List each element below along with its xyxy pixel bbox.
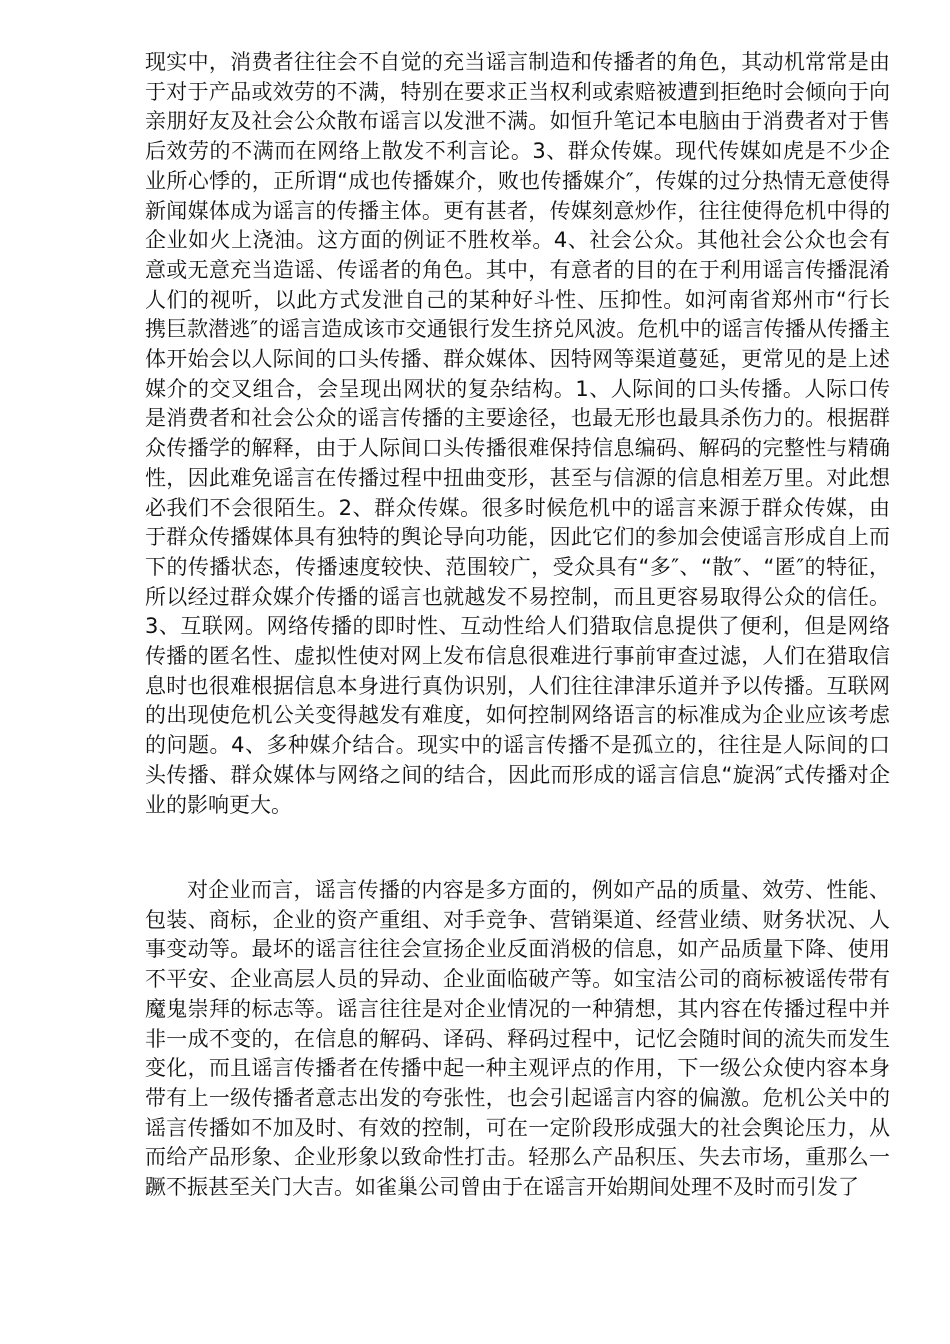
body-paragraph-2: 对企业而言，谣言传播的内容是多方面的，例如产品的质量、效劳、性能、包装、商标，企业的资产重组、对手竞争、营销渠道、经营业绩、财务状况、人事变动等。最坏的谣言往往会宣扬企业反面消极的信息，如产品质量下降、使用不平安、企业高层人员的异动、企业面临破产等。如宝洁公司的商标被谣传带有魔鬼崇拜的标志等。谣言往往是对企业情况的一种猜想，其内容在传播过程中并非一成不变的，在信息的解码、译码、释码过程中，记忆会随时间的流失而发生变化，而且谣言传播者在传播中起一种主观评点的作用，下一级公众使内容本身带有上一级传播者意志出发的夸张性，也会引起谣言内容的偏激。危机公关中的谣言传播如不加及时、有效的控制，可在一定阶段形成强大的社会舆论压力，从而给产品形象、企业形象以致命性打击。轻那么产品积压、失去市场，重那么一蹶不振甚至关门大吉。如雀巢公司曾由于在谣言开始期间处理不及时而引发了 — [145, 878, 890, 1200]
body-paragraph-1: 现实中，消费者往往会不自觉的充当谣言制造和传播者的角色，其动机常常是由于对于产品或效劳的不满，特别在要求正当权利或索赔被遭到拒绝时会倾向于向亲朋好友及社会公众散布谣言以发泄不满。如恒升笔记本电脑由于消费者对于售后效劳的不满而在网络上散发不利言论。3、群众传媒。现代传媒如虎是不少企业所心悸的，正所谓“成也传播媒介，败也传播媒介″，传媒的过分热情无意使得新闻媒体成为谣言的传播主体。更有甚者，传媒刻意炒作，往往使得危机中得的企业如火上浇油。这方面的例证不胜枚举。4、社会公众。其他社会公众也会有意或无意充当造谣、传谣者的角色。其中，有意者的目的在于利用谣言传播混淆人们的视听，以此方式发泄自己的某种好斗性、压抑性。如河南省郑州市“行长携巨款潜逃″的谣言造成该市交通银行发生挤兑风波。危机中的谣言传播从传播主体开始会以人际间的口头传播、群众媒体、因特网等渠道蔓延，更常见的是上述媒介的交叉组合，会呈现出网状的复杂结构。1、人际间的口头传播。人际口传是消费者和社会公众的谣言传播的主要途径，也最无形也最具杀伤力的。根据群众传播学的解释，由于人际间口头传播很难保持信息编码、解码的完整性与精确性，因此难免谣言在传播过程中扭曲变形，甚至与信源的信息相差万里。对此想必我们不会很陌生。2、群众传媒。很多时候危机中的谣言来源于群众传媒，由于群众传播媒体具有独特的舆论导向功能，因此它们的参加会使谣言形成自上而下的传播状态，传播速度较快、范围较广，受众具有“多″、“散″、“匿″的特征，所以经过群众媒介传播的谣言也就越发不易控制，而且更容易取得公众的信任。3、互联网。网络传播的即时性、互动性给人们猎取信息提供了便利，但是网络传播的匿名性、虚拟性使对网上发布信息很难进行事前审查过滤，人们在猎取信息时也很难根据信息本身进行真伪识别，人们往往津津乐道并予以传播。互联网的出现使危机公关变得越发有难度，如何控制网络语言的标准成为企业应该考虑的问题。4、多种媒介结合。现实中的谣言传播不是孤立的，往往是人际间的口头传播、群众媒体与网络之间的结合，因此而形成的谣言信息“旋涡″式传播对企业的影响更大。 — [145, 50, 890, 817]
